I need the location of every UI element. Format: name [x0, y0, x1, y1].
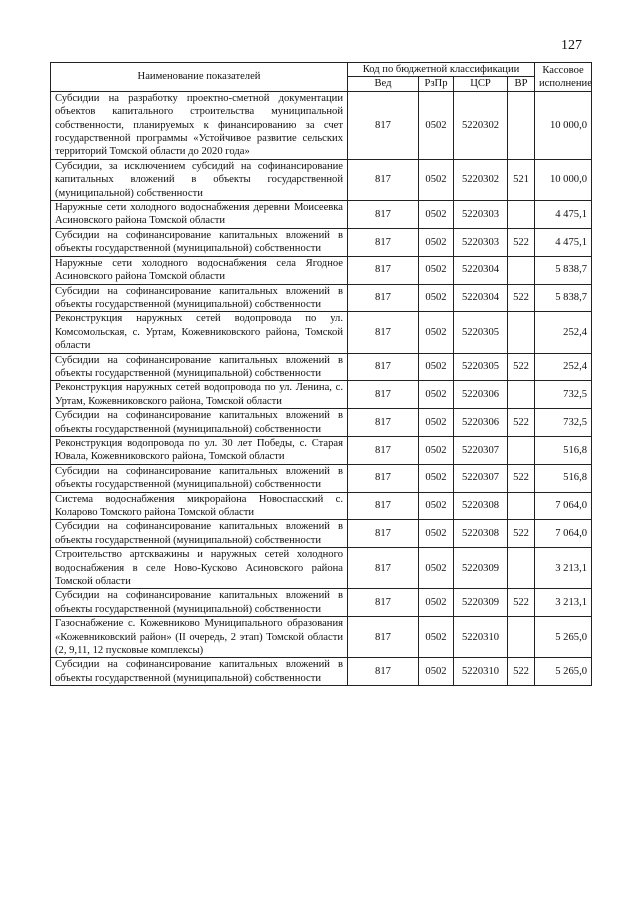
row-name: Реконструкция наружных сетей водопровода по ул. Комсомольская, с. Уртам, Кожевниковского района, Томской области	[51, 312, 348, 353]
row-csr: 5220307	[454, 464, 508, 492]
row-vr	[508, 548, 535, 589]
row-vr: 522	[508, 589, 535, 617]
row-rzpr: 0502	[419, 409, 454, 437]
row-vr	[508, 492, 535, 520]
row-vr: 522	[508, 409, 535, 437]
table-row	[51, 353, 592, 381]
row-csr: 5220310	[454, 617, 508, 658]
row-name: Реконструкция наружных сетей водопровода по ул. Ленина, с. Уртам, Кожевниковского района, Томской области	[51, 381, 348, 409]
row-amount: 10 000,0	[535, 159, 592, 200]
row-vr: 522	[508, 658, 535, 686]
table-row	[51, 201, 592, 229]
row-name: Субсидии, за исключением субсидий на софинансирование капитальных вложений в объекты государственной (муниципальной) собственности	[51, 159, 348, 200]
row-rzpr: 0502	[419, 658, 454, 686]
row-csr: 5220304	[454, 284, 508, 312]
row-ved: 817	[348, 409, 419, 437]
row-ved: 817	[348, 548, 419, 589]
row-amount: 4 475,1	[535, 228, 592, 256]
row-name: Субсидии на софинансирование капитальных вложений в объекты государственной (муниципальной) собственности	[51, 464, 348, 492]
row-vr	[508, 381, 535, 409]
row-vr	[508, 256, 535, 284]
row-amount: 5 265,0	[535, 617, 592, 658]
row-amount: 7 064,0	[535, 492, 592, 520]
row-ved: 817	[348, 159, 419, 200]
row-ved: 817	[348, 91, 419, 159]
table-row	[51, 589, 592, 617]
row-csr: 5220305	[454, 312, 508, 353]
row-csr: 5220302	[454, 159, 508, 200]
row-rzpr: 0502	[419, 91, 454, 159]
row-rzpr: 0502	[419, 617, 454, 658]
row-amount: 732,5	[535, 409, 592, 437]
table-row	[51, 464, 592, 492]
header-vr: ВР	[508, 77, 535, 91]
row-vr: 522	[508, 284, 535, 312]
budget-table	[50, 62, 592, 686]
table-row	[51, 548, 592, 589]
header-code-group: Код по бюджетной классификации	[348, 63, 535, 77]
header-ved: Вед	[348, 77, 419, 91]
row-vr: 522	[508, 228, 535, 256]
row-name: Система водоснабжения микрорайона Новоспасский с. Коларово Томского района Томской области	[51, 492, 348, 520]
row-rzpr: 0502	[419, 492, 454, 520]
row-name: Наружные сети холодного водоснабжения села Ягодное Асиновского района Томской области	[51, 256, 348, 284]
header-amount: Кассовое исполнение	[535, 63, 592, 92]
row-name: Субсидии на софинансирование капитальных вложений в объекты государственной (муниципальной) собственности	[51, 589, 348, 617]
table-row	[51, 159, 592, 200]
row-ved: 817	[348, 589, 419, 617]
header-name: Наименование показателей	[51, 63, 348, 92]
page-number: 127	[561, 38, 582, 53]
row-ved: 817	[348, 492, 419, 520]
row-name: Субсидии на софинансирование капитальных вложений в объекты государственной (муниципальной) собственности	[51, 658, 348, 686]
row-name: Субсидии на софинансирование капитальных вложений в объекты государственной (муниципальной) собственности	[51, 409, 348, 437]
table-row	[51, 492, 592, 520]
row-rzpr: 0502	[419, 159, 454, 200]
row-csr: 5220305	[454, 353, 508, 381]
row-vr	[508, 617, 535, 658]
row-rzpr: 0502	[419, 548, 454, 589]
row-ved: 817	[348, 436, 419, 464]
row-name: Субсидии на софинансирование капитальных вложений в объекты государственной (муниципальной) собственности	[51, 520, 348, 548]
row-name: Субсидии на софинансирование капитальных вложений в объекты государственной (муниципальной) собственности	[51, 284, 348, 312]
row-vr	[508, 91, 535, 159]
table-row	[51, 91, 592, 159]
row-rzpr: 0502	[419, 312, 454, 353]
row-amount: 516,8	[535, 436, 592, 464]
table-row	[51, 617, 592, 658]
row-ved: 817	[348, 312, 419, 353]
table-row	[51, 520, 592, 548]
row-ved: 817	[348, 520, 419, 548]
row-amount: 4 475,1	[535, 201, 592, 229]
row-csr: 5220307	[454, 436, 508, 464]
row-amount: 10 000,0	[535, 91, 592, 159]
table-row	[51, 312, 592, 353]
table-row	[51, 381, 592, 409]
row-name: Субсидии на софинансирование капитальных вложений в объекты государственной (муниципальной) собственности	[51, 228, 348, 256]
row-rzpr: 0502	[419, 436, 454, 464]
row-ved: 817	[348, 228, 419, 256]
row-csr: 5220303	[454, 228, 508, 256]
row-csr: 5220310	[454, 658, 508, 686]
row-ved: 817	[348, 658, 419, 686]
row-ved: 817	[348, 464, 419, 492]
header-rzpr: РзПр	[419, 77, 454, 91]
row-csr: 5220309	[454, 548, 508, 589]
row-rzpr: 0502	[419, 201, 454, 229]
table-row	[51, 256, 592, 284]
row-rzpr: 0502	[419, 353, 454, 381]
row-name: Субсидии на софинансирование капитальных вложений в объекты государственной (муниципальной) собственности	[51, 353, 348, 381]
row-amount: 516,8	[535, 464, 592, 492]
row-csr: 5220304	[454, 256, 508, 284]
row-rzpr: 0502	[419, 381, 454, 409]
row-rzpr: 0502	[419, 520, 454, 548]
row-csr: 5220308	[454, 520, 508, 548]
row-csr: 5220306	[454, 381, 508, 409]
row-vr	[508, 436, 535, 464]
row-amount: 732,5	[535, 381, 592, 409]
row-name: Наружные сети холодного водоснабжения деревни Моисеевка Асиновского района Томской области	[51, 201, 348, 229]
row-amount: 3 213,1	[535, 548, 592, 589]
row-csr: 5220309	[454, 589, 508, 617]
row-vr: 522	[508, 353, 535, 381]
row-amount: 7 064,0	[535, 520, 592, 548]
row-name: Газоснабжение с. Кожевниково Муниципального образования «Кожевниковский район» (II очередь, 2 этап) Томской области (2, 9,11, 12 пусковые комплексы)	[51, 617, 348, 658]
row-ved: 817	[348, 284, 419, 312]
row-amount: 5 265,0	[535, 658, 592, 686]
row-name: Реконструкция водопровода по ул. 30 лет Победы, с. Старая Ювала, Кожевниковского района, Томской области	[51, 436, 348, 464]
table-row	[51, 409, 592, 437]
row-amount: 252,4	[535, 353, 592, 381]
table-row	[51, 284, 592, 312]
row-rzpr: 0502	[419, 228, 454, 256]
row-ved: 817	[348, 256, 419, 284]
row-csr: 5220303	[454, 201, 508, 229]
row-amount: 252,4	[535, 312, 592, 353]
row-vr: 522	[508, 464, 535, 492]
row-amount: 5 838,7	[535, 284, 592, 312]
row-rzpr: 0502	[419, 256, 454, 284]
header-csr: ЦСР	[454, 77, 508, 91]
row-rzpr: 0502	[419, 464, 454, 492]
row-csr: 5220306	[454, 409, 508, 437]
table-row	[51, 228, 592, 256]
table-row	[51, 658, 592, 686]
row-ved: 817	[348, 381, 419, 409]
row-ved: 817	[348, 353, 419, 381]
row-ved: 817	[348, 201, 419, 229]
row-vr	[508, 201, 535, 229]
row-vr	[508, 312, 535, 353]
row-rzpr: 0502	[419, 589, 454, 617]
row-amount: 3 213,1	[535, 589, 592, 617]
row-csr: 5220308	[454, 492, 508, 520]
row-name: Строительство артскважины и наружных сетей холодного водоснабжения в селе Ново-Кусково Асиновского района Томской области	[51, 548, 348, 589]
row-rzpr: 0502	[419, 284, 454, 312]
row-vr: 521	[508, 159, 535, 200]
row-name: Субсидии на разработку проектно-сметной документации объектов капитального строительства муниципальной собственности, планируемых к финансированию за счет государственной программы «Устойчивое развитие сельских территорий Томской области до 2020 года»	[51, 91, 348, 159]
row-csr: 5220302	[454, 91, 508, 159]
row-ved: 817	[348, 617, 419, 658]
table-row	[51, 436, 592, 464]
row-vr: 522	[508, 520, 535, 548]
row-amount: 5 838,7	[535, 256, 592, 284]
